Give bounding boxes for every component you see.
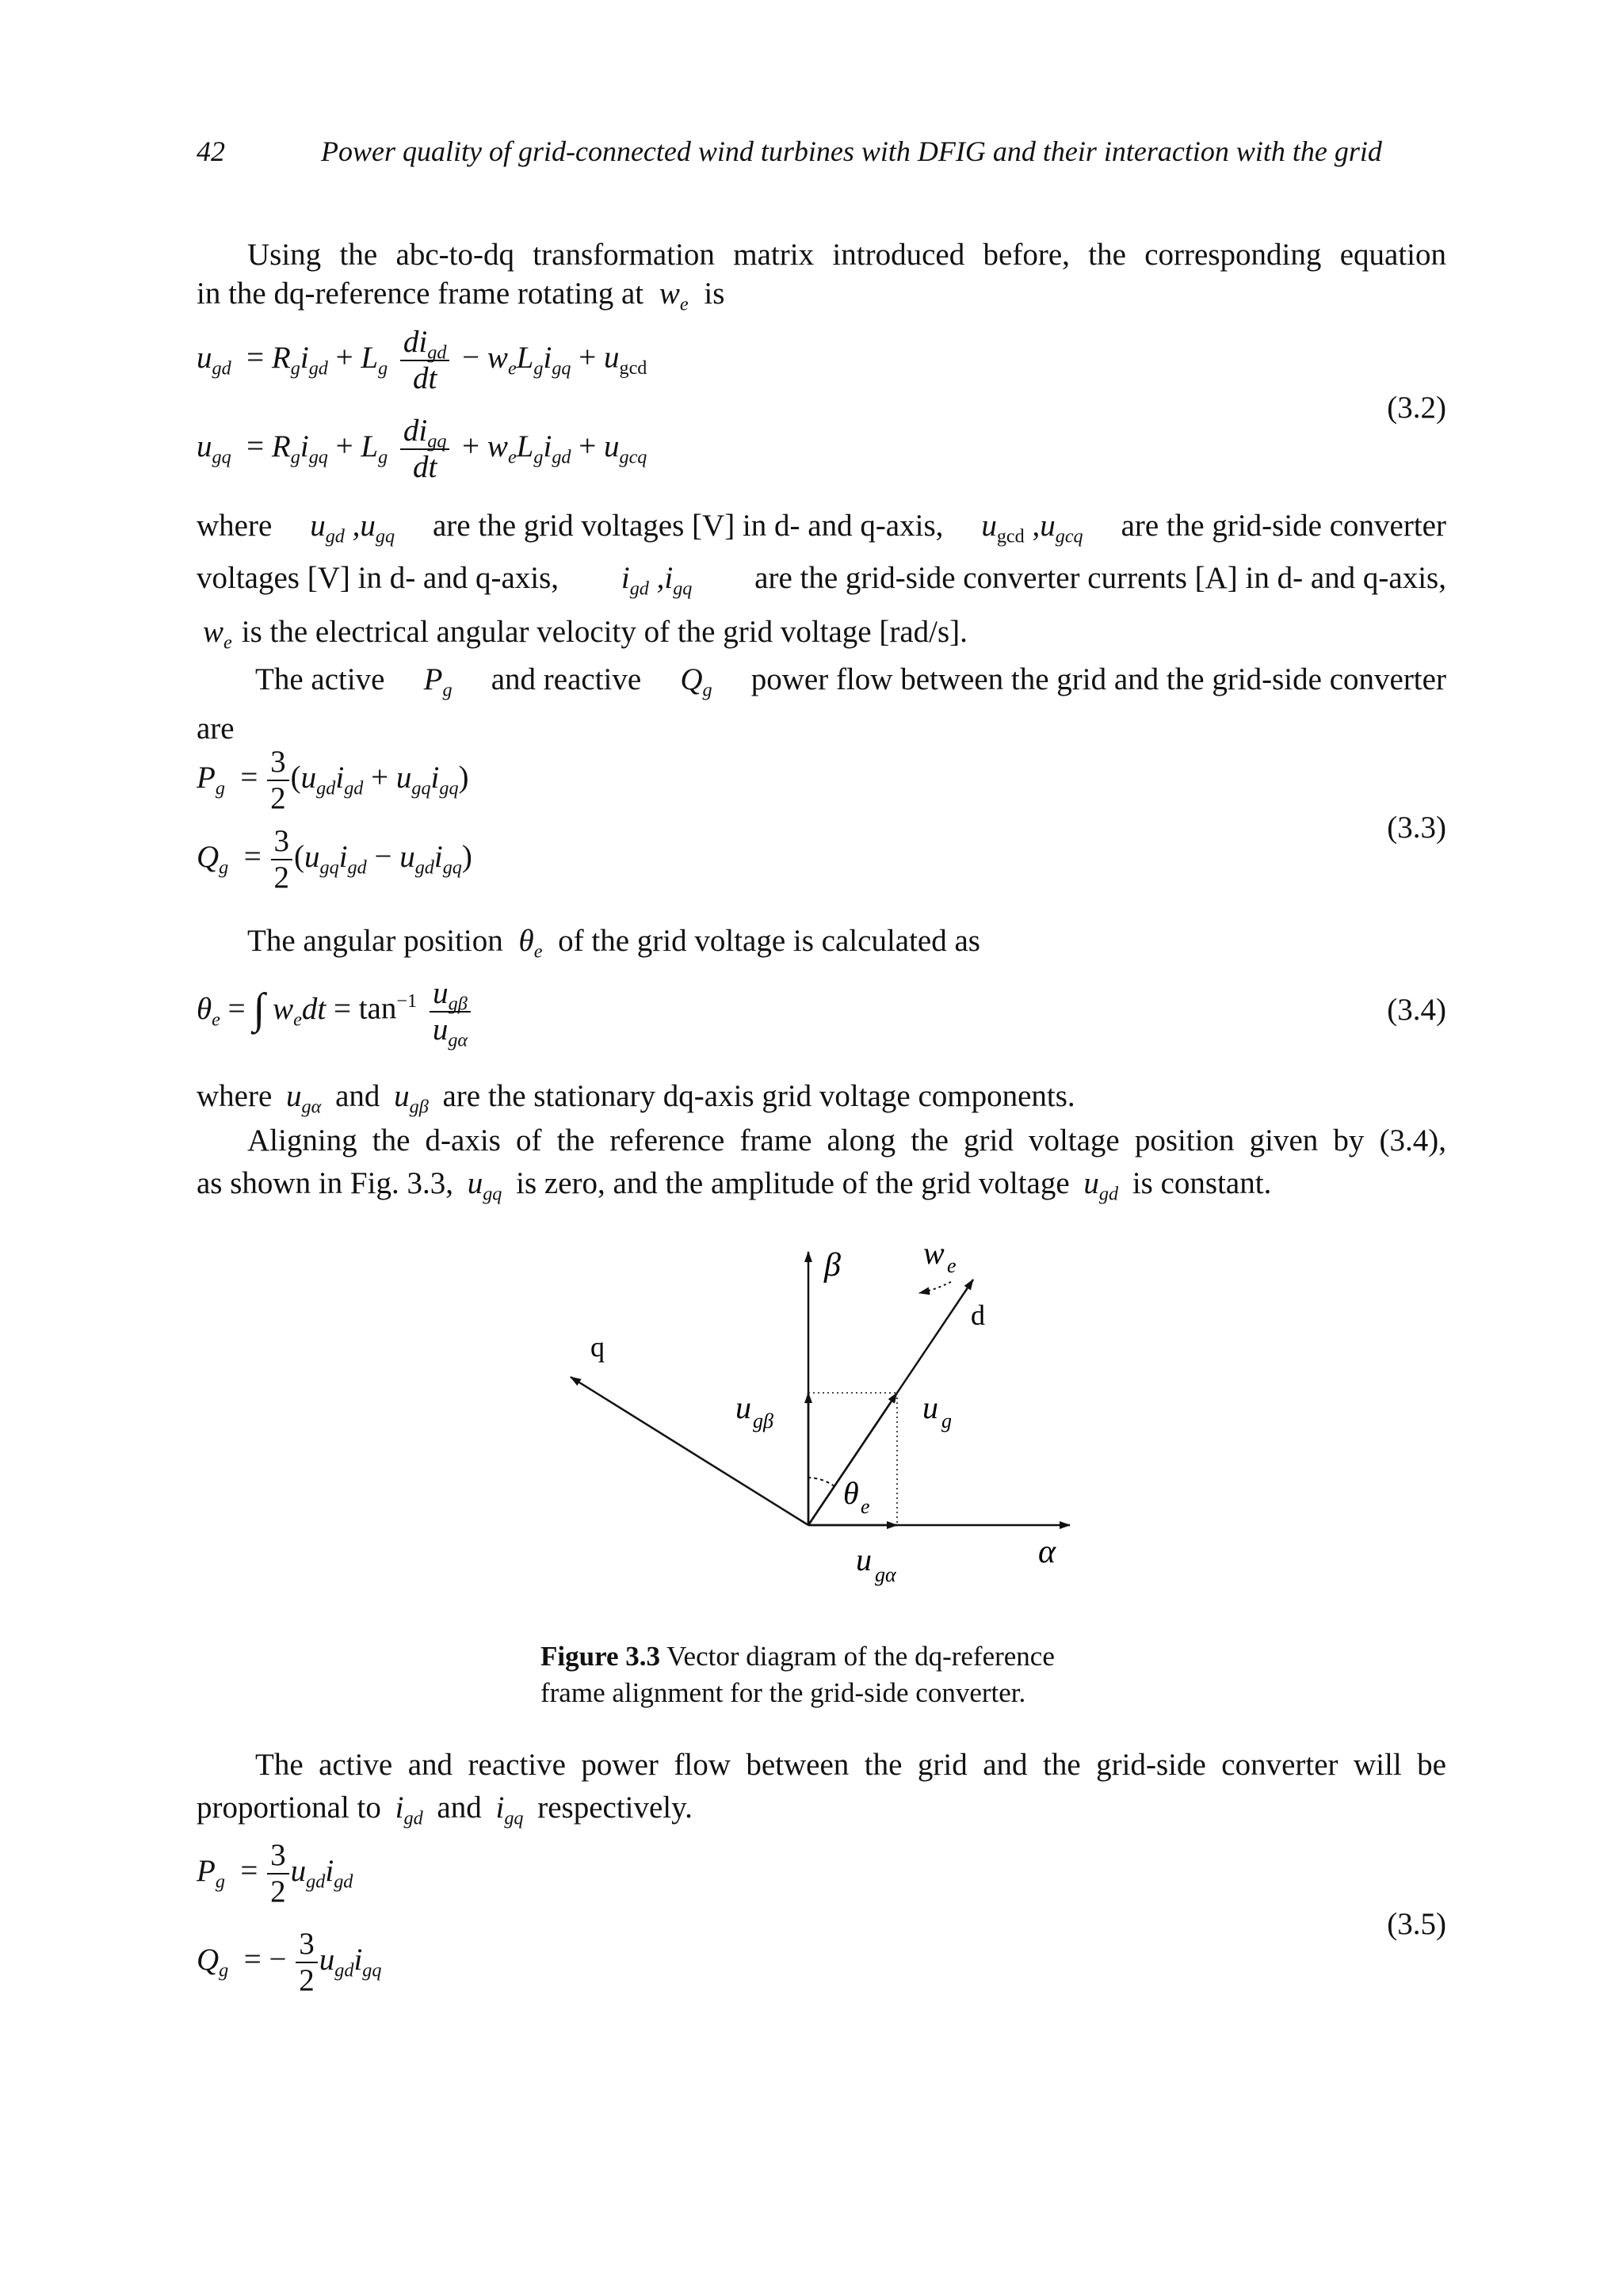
para7-line2 — [197, 1786, 693, 1831]
symbol-igd-igq: $i_{gd}$ $,i_{gq}$ — [621, 561, 693, 600]
para3-line2: are — [197, 711, 235, 746]
caption-line1 — [540, 1638, 1111, 1675]
para4 — [247, 919, 980, 964]
caption-line2: frame alignment for the grid-side converter. — [540, 1677, 1026, 1709]
para3-line1 — [255, 658, 1446, 703]
para2-text1: are the grid voltages [V] in d- and q-axis, — [433, 509, 944, 543]
para6-text2: is zero, and the amplitude of the grid voltage — [516, 1166, 1070, 1200]
symbol-ugd: $u_{gd}$ — [1083, 1166, 1119, 1205]
para5 — [197, 1074, 1075, 1119]
vector-diagram — [539, 1220, 1109, 1600]
para2-text3: voltages [V] in d- and q-axis, — [197, 561, 559, 595]
symbol-we-2: $w_e$ — [203, 615, 232, 654]
symbol-igq: $i_{gq}$ — [495, 1791, 524, 1829]
para1-line2 — [197, 272, 724, 317]
para6-text1: as shown in Fig. 3.3, — [197, 1166, 453, 1200]
label-ugbeta: u — [735, 1390, 751, 1425]
caption-text1: Vector diagram of the dq-reference — [666, 1641, 1055, 1672]
label-q: q — [590, 1331, 605, 1363]
symbol-ugd-ugq: $u_{gd}$ $,u_{gq}$ — [310, 509, 395, 547]
symbol-ugalpha: $u_{g\alpha}$ — [286, 1079, 322, 1118]
label-ugalpha: u — [856, 1542, 872, 1577]
para1-line1: Using the abc-to-dq transformation matrix introduced before, the corresponding equation — [247, 238, 1446, 272]
para3-text1: The active — [255, 662, 385, 696]
equation-3-3-row1: $P_g$ = $\frac{3}{2}$ $(u_{gd}i_{gd} + u_{gq}i_{gq})$ — [197, 745, 469, 815]
symbol-ugcd-ugcq: $u_{gcd}$ $,u_{gcq}$ — [981, 509, 1083, 547]
para6-line2 — [197, 1161, 1271, 1207]
para2-text4: are the grid-side converter currents [A] in d- and q-axis, — [754, 561, 1446, 595]
label-we: w — [923, 1235, 945, 1271]
para2-where: where — [197, 509, 273, 543]
para7-text2: and — [437, 1791, 482, 1825]
para2-text5: is the electrical angular velocity of the grid voltage [rad/s]. — [241, 615, 968, 649]
para4-text2: of the grid voltage is calculated as — [558, 924, 980, 958]
equation-3-5-row2: $Q_g$ = − $\frac{3}{2}$ $u_{gd}i_{gq}$ — [197, 1927, 382, 1997]
figure-caption — [540, 1638, 1111, 1711]
symbol-ugbeta: $u_{g\beta}$ — [394, 1079, 429, 1118]
para2-line1 — [197, 504, 1446, 549]
label-ugbeta-sub: gβ — [753, 1409, 773, 1432]
para2-text2: are the grid-side converter — [1121, 509, 1446, 543]
para3-text2: and reactive — [491, 662, 642, 696]
para7-line1: The active and reactive power flow between the grid and the grid-side converter will be — [255, 1748, 1446, 1782]
running-title: Power quality of grid-connected wind turbines with DFIG and their interaction with the grid — [321, 135, 1382, 167]
para6-text3: is constant. — [1132, 1166, 1272, 1200]
equation-3-3 — [197, 745, 1446, 903]
symbol-igd: $i_{gd}$ — [395, 1791, 423, 1829]
symbol-we: $w_e$ — [659, 277, 689, 315]
equation-number-3-3: (3.3) — [1387, 810, 1446, 845]
label-theta: θ — [843, 1475, 859, 1511]
theta-arc — [808, 1478, 834, 1486]
label-we-sub: e — [947, 1254, 957, 1277]
equation-3-5 — [197, 1838, 1446, 2012]
equation-3-5-row1: $P_g$ = $\frac{3}{2}$ $u_{gd}i_{gd}$ — [197, 1838, 353, 1909]
para5-text3: are the stationary dq-axis grid voltage components. — [442, 1079, 1075, 1113]
label-theta-sub: e — [861, 1495, 870, 1518]
equation-3-2-row2: $u_{gq} = R_gi_{gq} + L_g$ $\frac{di_{gq}}{dt}$ + $w_eL_gi_{gd} + u_{gcq}$ — [197, 414, 647, 484]
label-beta: β — [824, 1247, 841, 1283]
symbol-ugq: $u_{gq}$ — [467, 1166, 502, 1205]
rotation-arrow — [919, 1282, 951, 1293]
para2-line3 — [203, 610, 968, 655]
label-ugalpha-sub: gα — [875, 1563, 896, 1586]
para5-text1: where — [197, 1079, 273, 1113]
para5-text2: and — [335, 1079, 380, 1113]
caption-label: Figure 3.3 — [540, 1641, 661, 1672]
equation-3-2-row1: $u_{gd} = R_gi_{gd} + L_g$ $\frac{di_{gd}}{dt}$ − $w_eL_gi_{gq} + u_{gcd}$ — [197, 325, 647, 395]
equation-3-4 — [197, 976, 1446, 1071]
para1-line2-text: in the dq-reference frame rotating at — [197, 277, 644, 311]
para3-text3: power flow between the grid and the grid-side converter — [750, 662, 1446, 696]
para6-line1: Aligning the d-axis of the reference frame along the grid voltage position given by (3.4), — [247, 1123, 1446, 1158]
label-d: d — [971, 1299, 985, 1331]
symbol-theta-e: $\theta_e$ — [518, 924, 543, 963]
para7-text3: respectively. — [537, 1791, 693, 1825]
para1-line2-end: is — [704, 277, 725, 311]
para2-line2 — [197, 556, 1446, 601]
symbol-pg: $P_g$ — [423, 662, 453, 701]
equation-number-3-2: (3.2) — [1387, 391, 1446, 425]
page-number: 42 — [197, 135, 225, 167]
equation-number-3-4: (3.4) — [1387, 993, 1446, 1027]
equation-3-3-row2: $Q_g$ = $\frac{3}{2}$ $(u_{gq}i_{gd} - u_{gd}i_{gq})$ — [197, 824, 472, 894]
para4-text1: The angular position — [247, 924, 503, 958]
label-ug: u — [922, 1390, 938, 1425]
q-axis — [571, 1377, 808, 1525]
equation-3-2 — [197, 325, 1446, 499]
equation-number-3-5: (3.5) — [1387, 1907, 1446, 1941]
para7-text1: proportional to — [197, 1791, 381, 1825]
label-ug-sub: g — [941, 1409, 952, 1432]
label-alpha: α — [1038, 1534, 1056, 1570]
symbol-qg: $Q_g$ — [680, 662, 712, 701]
equation-3-4-row: $\theta_e$ = ∫ $w_edt = \tan^{-1}$ $\frac{u_{g\beta}}{u_{g\alpha}}$ — [197, 976, 475, 1047]
